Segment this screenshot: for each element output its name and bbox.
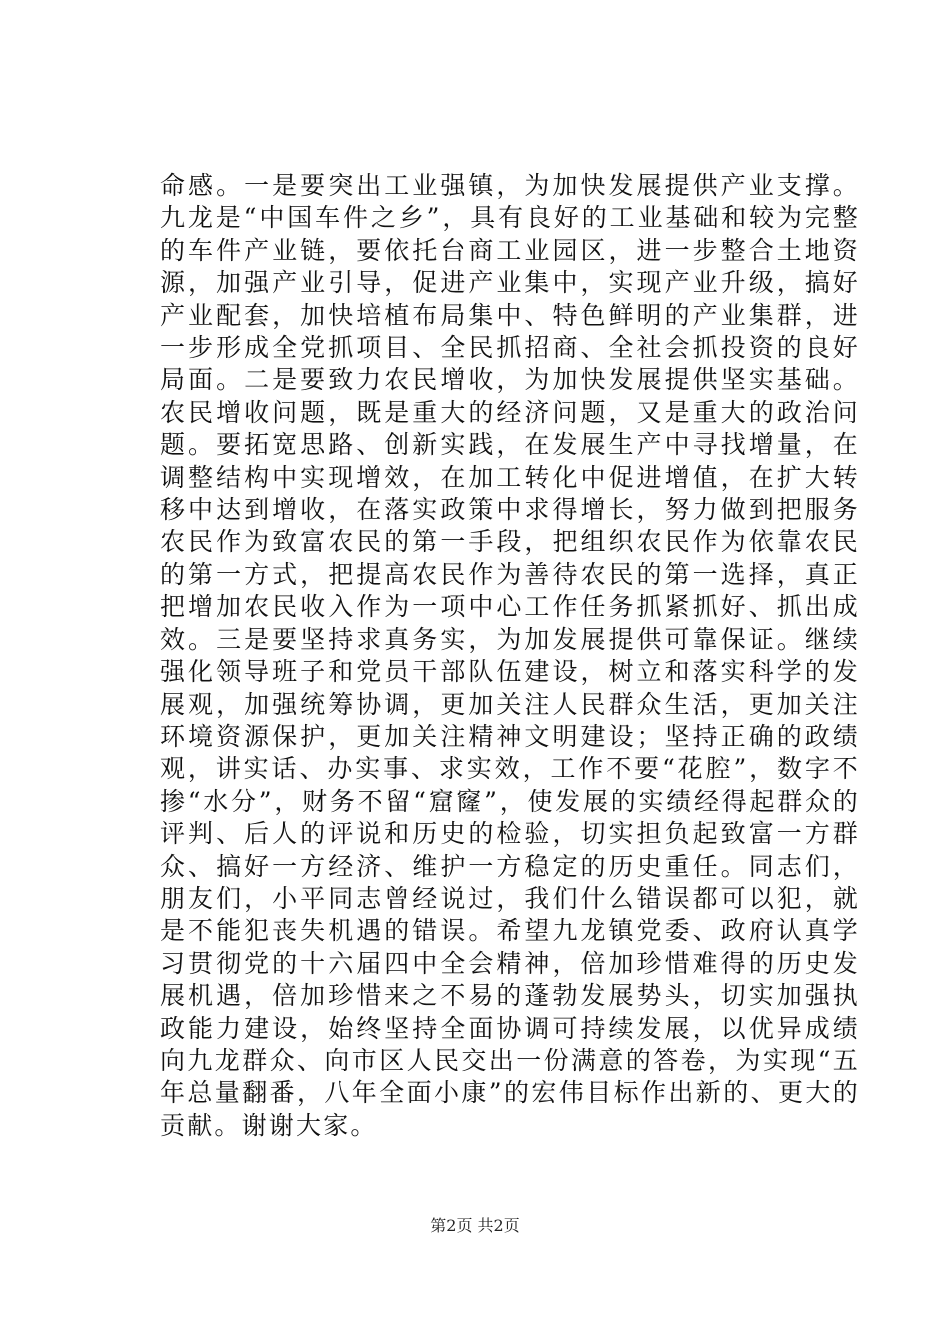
body-paragraph: 命感。一是要突出工业强镇，为加快发展提供产业支撑。九龙是“中国车件之乡”，具有良好的工业基础和较为完整的车件产业链，要依托台商工业园区，进一步整合土地资源，加强产业引导，促进产业集中，实现产业升级，搞好产业配套，加快培植布局集中、特色鲜明的产业集群，进一步形成全党抓项目、全民抓招商、全社会抓投资的良好局面。二是要致力农民增收，为加快发展提供坚实基础。农民增收问题，既是重大的经济问题，又是重大的政治问题。要拓宽思路、创新实践，在发展生产中寻找增量，在调整结构中实现增效，在加工转化中促进增值，在扩大转移中达到增收，在落实政策中求得增长，努力做到把服务农民作为致富农民的第一手段，把组织农民作为依靠农民的第一方式，把提高农民作为善待农民的第一选择，真正把增加农民收入作为一项中心工作任务抓紧抓好、抓出成效。三是要坚持求真务实，为加发展提供可靠保证。继续强化领导班子和党员干部队伍建设，树立和落实科学的发展观，加强统筹协调，更加关注人民群众生活，更加关注环境资源保护，更加关注精神文明建设；坚持正确的政绩观，讲实话、办实事、求实效，工作不要“花腔”，数字不掺“水分”，财务不留“窟窿”，使发展的实绩经得起群众的评判、后人的评说和历史的检验，切实担负起致富一方群众、搞好一方经济、维护一方稳定的历史重任。同志们，朋友们，小平同志曾经说过，我们什么错误都可以犯，就是不能犯丧失机遇的错误。希望九龙镇党委、政府认真学习贯彻党的十六届四中全会精神，倍加珍惜难得的历史发展机遇，倍加珍惜来之不易的蓬勃发展势头，切实加强执政能力建设，始终坚持全面协调可持续发展，以优异成绩向九龙群众、向市区人民交出一份满意的答卷，为实现“五年总量翻番，八年全面小康”的宏伟目标作出新的、更大的贡献。谢谢大家。 xyxy=(160,171,860,1140)
page-number-footer: 第2页 共2页 xyxy=(430,1216,520,1235)
